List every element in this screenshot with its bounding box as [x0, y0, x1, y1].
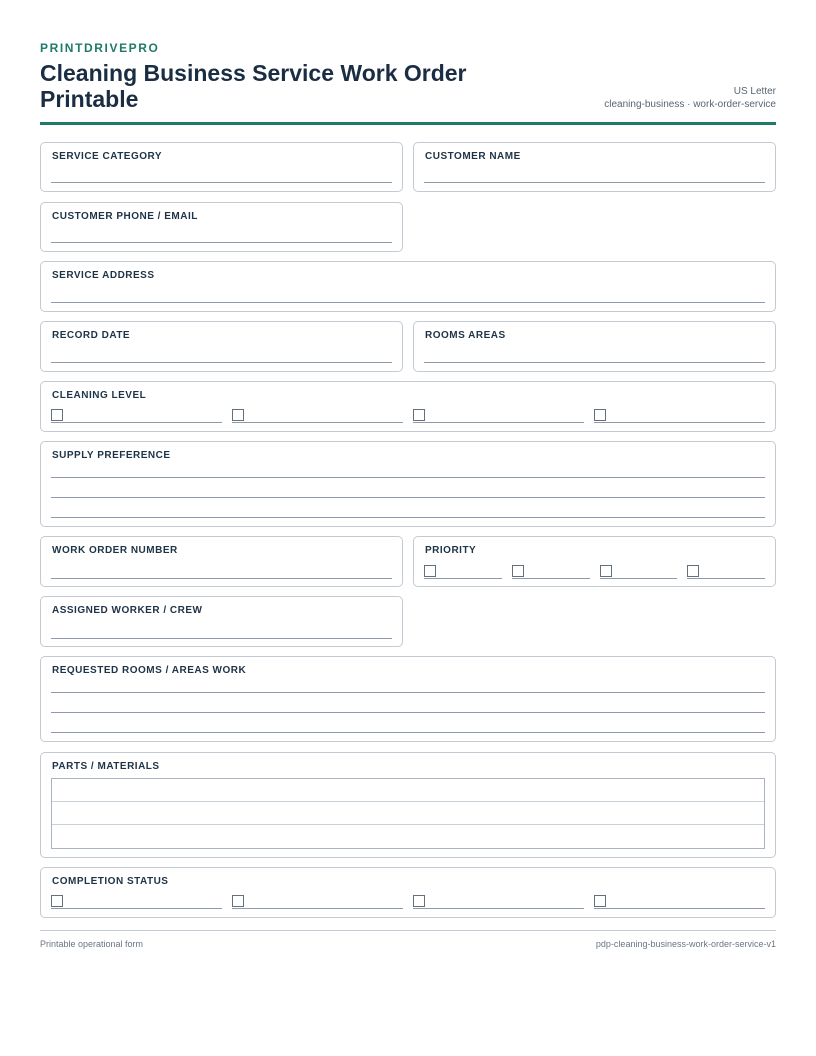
cleaning-level-option-2[interactable] — [232, 408, 403, 423]
supply-preference-write-line-3[interactable] — [51, 517, 765, 518]
completion-status-option-4[interactable] — [594, 894, 765, 909]
field-label: CLEANING LEVEL — [52, 390, 147, 401]
field-label: CUSTOMER PHONE / EMAIL — [52, 211, 198, 222]
priority-option-1[interactable] — [424, 564, 502, 579]
parts-materials-field — [40, 752, 776, 858]
requested-work-write-line-1[interactable] — [51, 692, 765, 693]
assigned-worker-write-line[interactable] — [51, 638, 392, 639]
checkbox[interactable] — [594, 409, 606, 421]
completion-status-option-3[interactable] — [413, 894, 584, 909]
work-order-number-field — [40, 536, 403, 587]
field-label: SERVICE ADDRESS — [52, 270, 155, 281]
rooms-areas-field — [413, 321, 776, 372]
table-row[interactable] — [52, 779, 764, 802]
priority-option-2[interactable] — [512, 564, 590, 579]
paper-size: US Letter — [733, 86, 776, 97]
field-label: WORK ORDER NUMBER — [52, 545, 178, 556]
customer-name-write-line[interactable] — [424, 182, 765, 183]
brand-name: PRINTDRIVEPRO — [40, 41, 160, 55]
checkbox[interactable] — [413, 895, 425, 907]
field-label: SUPPLY PREFERENCE — [52, 450, 171, 461]
priority-field — [413, 536, 776, 587]
assigned-worker-field — [40, 596, 403, 647]
checkbox[interactable] — [232, 409, 244, 421]
field-label: ROOMS AREAS — [425, 330, 506, 341]
cleaning-level-option-3[interactable] — [413, 408, 584, 423]
form-meta — [604, 85, 776, 111]
checkbox[interactable] — [232, 895, 244, 907]
supply-preference-write-line-2[interactable] — [51, 497, 765, 498]
checkbox[interactable] — [413, 409, 425, 421]
completion-status-option-1[interactable] — [51, 894, 222, 909]
field-label: RECORD DATE — [52, 330, 131, 341]
table-row[interactable] — [52, 825, 764, 848]
form-tags: cleaning-business · work-order-service — [604, 99, 776, 110]
service-category-field — [40, 142, 403, 192]
field-label: REQUESTED ROOMS / AREAS WORK — [52, 665, 247, 676]
completion-status-field — [40, 867, 776, 918]
form-code: pdp-cleaning-business-work-order-service-v1 — [595, 939, 776, 949]
footer-note: Printable operational form — [40, 939, 144, 949]
field-label: CUSTOMER NAME — [425, 151, 521, 162]
supply-preference-field — [40, 441, 776, 527]
priority-options — [424, 564, 765, 579]
form-title: Cleaning Business Service Work Order Printable — [40, 60, 467, 112]
requested-work-field — [40, 656, 776, 742]
parts-materials-table — [51, 778, 765, 849]
rooms-areas-write-line[interactable] — [424, 362, 765, 363]
cleaning-level-option-4[interactable] — [594, 408, 765, 423]
priority-option-4[interactable] — [687, 564, 765, 579]
completion-status-options — [51, 894, 765, 909]
checkbox[interactable] — [51, 409, 63, 421]
service-address-field — [40, 261, 776, 312]
checkbox[interactable] — [424, 565, 436, 577]
work-order-page — [40, 0, 776, 1056]
priority-option-3[interactable] — [600, 564, 678, 579]
customer-contact-field — [40, 202, 403, 252]
customer-name-field — [413, 142, 776, 192]
checkbox[interactable] — [512, 565, 524, 577]
cleaning-level-option-1[interactable] — [51, 408, 222, 423]
requested-work-write-line-2[interactable] — [51, 712, 765, 713]
record-date-write-line[interactable] — [51, 362, 392, 363]
customer-contact-write-line[interactable] — [51, 242, 392, 243]
checkbox[interactable] — [594, 895, 606, 907]
field-label: ASSIGNED WORKER / CREW — [52, 605, 203, 616]
checkbox[interactable] — [687, 565, 699, 577]
completion-status-option-2[interactable] — [232, 894, 403, 909]
record-date-field — [40, 321, 403, 372]
table-row[interactable] — [52, 802, 764, 825]
requested-work-write-line-3[interactable] — [51, 732, 765, 733]
field-label: PRIORITY — [425, 545, 477, 556]
checkbox[interactable] — [600, 565, 612, 577]
service-address-write-line[interactable] — [51, 302, 765, 303]
field-label: COMPLETION STATUS — [52, 876, 169, 887]
header-divider — [40, 122, 776, 125]
cleaning-level-field — [40, 381, 776, 432]
field-label: SERVICE CATEGORY — [52, 151, 163, 162]
field-label: PARTS / MATERIALS — [52, 761, 160, 772]
footer-divider — [40, 930, 776, 931]
service-category-write-line[interactable] — [51, 182, 392, 183]
checkbox[interactable] — [51, 895, 63, 907]
supply-preference-write-line-1[interactable] — [51, 477, 765, 478]
cleaning-level-options — [51, 408, 765, 423]
work-order-number-write-line[interactable] — [51, 578, 392, 579]
